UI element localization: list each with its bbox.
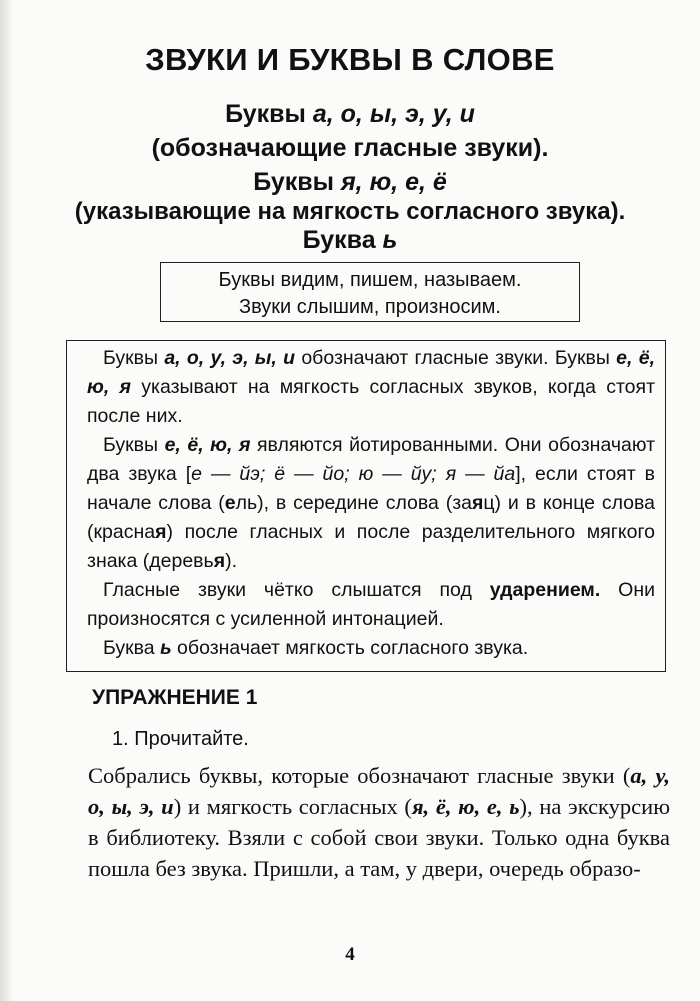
story-text: Собрались буквы, которые обозначают гласные звуки (	[88, 763, 631, 788]
rule-text: Буква	[103, 637, 161, 659]
rule-letters: я	[155, 521, 167, 543]
subtitle-softness-note: (указывающие на мягкость согласного звука).	[74, 198, 626, 225]
rule-text: ], если стоят в начале слова (	[87, 463, 655, 514]
rule-text: являются йотированными. Они обозначают два звука [	[87, 434, 656, 485]
rule-paragraph	[87, 344, 655, 431]
rule-transcription: е — йэ; ё — йо; ю — йу; я — йа	[191, 463, 516, 485]
rule-letters: е	[224, 492, 236, 514]
story-text: ), на экскурсию в библиотеку. Взяли с собой свои звуки. Только одна буква пошла без звука. Пришли, а там, у двери, очередь образо-	[88, 794, 671, 881]
rule-text: обозначает мягкость согласного звука.	[171, 637, 529, 659]
subtitle-letters: а, о, ы, э, у, и	[312, 100, 475, 128]
exercise-title: УПРАЖНЕНИЕ 1	[92, 686, 258, 709]
rule-paragraph	[87, 634, 655, 663]
subtitle-letters: я, ю, е, ё	[340, 168, 447, 196]
subtitle-vowel-note: (обозначающие гласные звуки).	[151, 134, 549, 162]
rule-text: ).	[225, 550, 238, 572]
exercise-task: 1. Прочитайте.	[112, 728, 249, 750]
rule-paragraph	[87, 576, 655, 634]
page-number: 4	[345, 944, 355, 965]
rule-letters: ь	[160, 637, 172, 659]
motto-line: Звуки слышим, произносим.	[239, 296, 501, 318]
rule-paragraph	[87, 431, 655, 576]
rule-letters: е, ё, ю, я	[164, 434, 251, 456]
subtitle-soft-sign	[0, 226, 700, 255]
motto-box	[160, 262, 580, 322]
rule-text: Гласные звуки чётко слышатся под	[103, 579, 490, 601]
exercise-text	[88, 760, 670, 884]
subtitle-iotated-letters	[0, 168, 700, 197]
rule-letters: я	[472, 492, 484, 514]
rule-letters: е, ё, ю, я	[87, 347, 655, 398]
story-text: ) и мягкость согласных (	[173, 794, 412, 819]
rule-text: Они произносятся с усиленной интонацией.	[87, 579, 656, 630]
story-letters: а, у, о, ы, э, и	[88, 763, 670, 819]
rule-text: ц) и в конце слова (красна	[87, 492, 655, 543]
rule-text: указывают на мягкость согласных звуков, когда стоят после них.	[87, 376, 655, 427]
subtitle-vowel-letters	[0, 100, 700, 129]
rule-text: Буквы	[103, 347, 165, 369]
rule-letters: я	[213, 550, 226, 572]
story-letters: я, ё, ю, е, ь	[411, 794, 520, 819]
rule-text: обозначают гласные звуки. Буквы	[295, 347, 617, 369]
subtitle-text: Буквы	[225, 100, 313, 128]
subtitle-text: Буква	[302, 226, 383, 254]
subtitle-letters: ь	[382, 226, 398, 254]
rule-box	[66, 340, 666, 672]
page-title: ЗВУКИ И БУКВЫ В СЛОВЕ	[145, 42, 555, 77]
rule-text: ль), в середине слова (за	[235, 492, 472, 514]
motto-line: Буквы видим, пишем, называем.	[218, 269, 522, 291]
rule-letters: а, о, у, э, ы, и	[164, 347, 296, 369]
rule-text: ) после гласных и после разделительного мягкого знака (деревь	[87, 521, 655, 572]
rule-text: Буквы	[103, 434, 165, 456]
rule-emphasis: ударением.	[489, 579, 601, 601]
subtitle-text: Буквы	[253, 168, 341, 196]
